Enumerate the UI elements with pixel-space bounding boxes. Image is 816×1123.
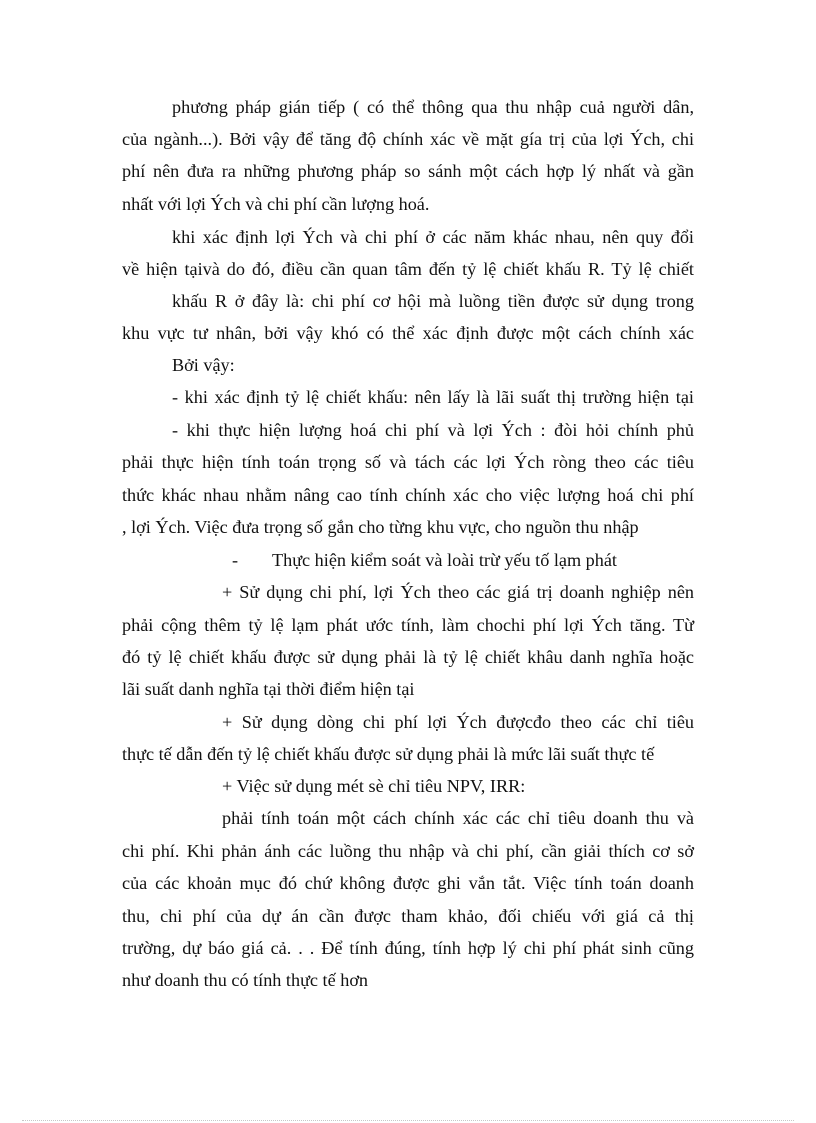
paragraph-line: khu vực tư nhân, bởi vậy khó có thể xác định được một cách chính xác [122, 323, 694, 343]
paragraph-line: như doanh thu có tính thực tế hơn [122, 970, 369, 990]
paragraph-line: phương pháp gián tiếp ( có thể thông qua thu nhập cuả người dân, [172, 97, 694, 117]
paragraph-line: về hiện tạivà do đó, điều cần quan tâm đến tỷ lệ chiết khấu R. Tỷ lệ chiết [122, 259, 694, 279]
paragraph-line: khi xác định lợi Ých và chi phí ở các năm khác nhau, nên quy đổi [172, 227, 694, 247]
dash-bullet: - [232, 550, 239, 570]
dash-list-item [232, 549, 692, 571]
paragraph-line: lãi suất danh nghĩa tại thời điểm hiện tại [122, 679, 415, 699]
paragraph-line: phải thực hiện tính toán trọng số và tách các lợi Ých ròng theo các tiêu [122, 452, 694, 472]
paragraph-line: trường, dự báo giá cả. . . Để tính đúng, tính hợp lý chi phí phát sinh cũng [122, 938, 694, 958]
paragraph-line: đó tỷ lệ chiết khấu được sử dụng phải là tỷ lệ chiết khâu danh nghĩa hoặc [122, 647, 694, 667]
paragraph-line: thực tế dẫn đến tỷ lệ chiết khấu được sử dụng phải là mức lãi suất thực tế [122, 744, 655, 764]
list-item: - khi xác định tỷ lệ chiết khấu: nên lấy là lãi suất thị trường hiện tại [172, 387, 694, 407]
paragraph-line: thu, chi phí của dự án cần được tham khảo, đối chiếu với giá cả thị [122, 906, 694, 926]
paragraph-line: khấu R ở đây là: chi phí cơ hội mà luồng tiền được sử dụng trong [172, 291, 694, 311]
paragraph-line: phí nên đưa ra những phương pháp so sánh một cách hợp lý nhất và gần [122, 161, 694, 181]
paragraph-line: của các khoản mục đó chứ không được ghi vắn tắt. Việc tính toán doanh [122, 873, 694, 893]
paragraph-line: phải tính toán một cách chính xác các chỉ tiêu doanh thu và [222, 808, 694, 828]
dash-item-text: Thực hiện kiểm soát và loài trừ yếu tố lạm phát [272, 550, 617, 570]
list-item: + Sử dụng dòng chi phí lợi Ých đượcđo theo các chỉ tiêu [222, 712, 694, 732]
paragraph-line: thức khác nhau nhằm nâng cao tính chính xác cho việc lượng hoá chi phí [122, 485, 694, 505]
paragraph-line: phải cộng thêm tỷ lệ lạm phát ước tính, làm chochi phí lợi Ých tăng. Từ [122, 615, 694, 635]
paragraph-line: chi phí. Khi phản ánh các luồng thu nhập và chi phí, cần giải thích cơ sở [122, 841, 694, 861]
list-item: + Việc sử dụng mét sè chỉ tiêu NPV, IRR: [222, 776, 526, 796]
page-bottom-rule [22, 1120, 794, 1121]
paragraph-line: của ngành...). Bởi vậy để tăng độ chính xác về mặt gía trị của lợi Ých, chi [122, 129, 694, 149]
paragraph-line: Bởi vậy: [172, 355, 235, 375]
list-item: + Sử dụng chi phí, lợi Ých theo các giá trị doanh nghiệp nên [222, 582, 694, 602]
paragraph-line: , lợi Ých. Việc đưa trọng số gắn cho từng khu vực, cho nguồn thu nhập [122, 517, 639, 537]
paragraph-line: nhất với lợi Ých và chi phí cần lượng hoá. [122, 194, 430, 214]
list-item: - khi thực hiện lượng hoá chi phí và lợi Ých : đòi hỏi chính phủ [172, 420, 694, 440]
